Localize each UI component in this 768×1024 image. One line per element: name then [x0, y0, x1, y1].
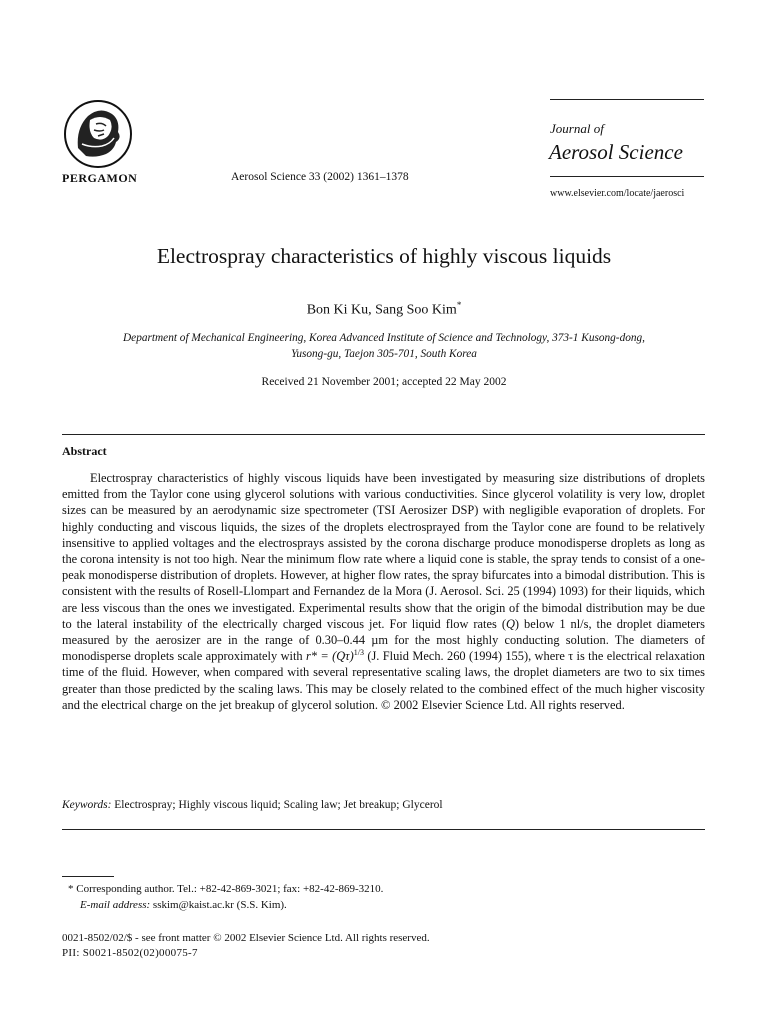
abstract-text-1: Electrospray characteristics of highly viscous liquids have been investigated by measuring size distributions of droplets emitted from the Taylor cone using glycerol solutions with various conductivities. Since glycerol volatility is very low, droplet sizes can be measured by an aerodynamic size spectrometer (TSI Aerosizer DSP) with negligible evaporation of droplets. For highly conducting and viscous liquids, the sizes of the droplets electrosprayed from the Taylor cone are found to be relatively insensitive to applied voltages and the electrosprays assisted by the corona discharge produce monodisperse droplets as long as the corona intensity is not too high. Near the minimum flow rate where a liquid cone is stable, the spray tends to consist of a one-peak monodisperse distribution of droplets. However, at higher flow rates, the spray bifurcates into a bimodal distribution. This is consistent with the results of Rosell-Llompart and Fernandez de la Mora (J. Aerosol. Sci. 25 (1994) 1093) for their liquids, which are less viscous than the ones we investigated. Experimental results show that the origin of the bimodal distribution may be due to the lateral instability of the electrically charged viscous jet. For liquid flow rates ( [62, 471, 705, 631]
journal-citation: Aerosol Science 33 (2002) 1361–1378 [231, 171, 409, 183]
journal-prefix: Journal of [550, 121, 604, 136]
received-dates: Received 21 November 2001; accepted 22 May 2002 [261, 376, 507, 388]
journal-url: www.elsevier.com/locate/jaerosci [550, 188, 685, 199]
scaling-formula-exponent: 1/3 [353, 648, 364, 658]
corresponding-author-footnote: * Corresponding author. Tel.: +82-42-869-3021; fax: +82-42-869-3210. [68, 883, 384, 895]
keywords-list: Electrospray; Highly viscous liquid; Scaling law; Jet breakup; Glycerol [114, 799, 443, 811]
article-title: Electrospray characteristics of highly viscous liquids [156, 244, 612, 268]
author-names: Bon Ki Ku, Sang Soo Kim [306, 302, 457, 318]
pergamon-logo [62, 98, 134, 170]
author-affiliation [60, 330, 708, 362]
copyright-notice: 0021-8502/02/$ - see front matter © 2002 Elsevier Science Ltd. All rights reserved. [62, 932, 430, 944]
journal-bottom-rule [550, 176, 704, 177]
corresponding-author-mark: * [456, 300, 462, 310]
email-address: sskim@kaist.ac.kr (S.S. Kim). [152, 899, 287, 911]
email-footnote [80, 899, 287, 911]
flow-rate-symbol: Q [505, 616, 515, 631]
abstract-text-3: (J. Fluid Mech. 260 (1994) 155), where τ is the electrical relaxation time of the fluid. However, when compared with several representative scaling laws, the droplet diameters are two to six times greater than those predicted by the scaling laws. This may be closely related to the combined effect of the much higher viscosity and the electrical charge on the jet breakup of glycerol solution. © 2002 Elsevier Science Ltd. All rights reserved. [62, 649, 705, 712]
journal-name: Aerosol Science [549, 140, 683, 164]
abstract-bottom-rule [62, 829, 705, 830]
abstract-heading: Abstract [62, 444, 107, 458]
abstract-body [62, 470, 705, 713]
abstract-text-2: ) below 1 nl/s, the droplet diameters measured by the aerosizer are in the range of 0.30–0.44 µm for the most highly conducting solution. The diameters of monodisperse droplets scale approximately with [62, 616, 705, 664]
abstract-top-rule [62, 434, 705, 435]
footnote-rule [62, 876, 114, 877]
scaling-formula: r* = (Qτ) [305, 649, 354, 664]
journal-top-rule [550, 99, 704, 100]
publisher-name: PERGAMON [62, 171, 138, 185]
pii-identifier: PII: S0021-8502(02)00075-7 [62, 947, 198, 959]
keywords [62, 799, 705, 811]
keywords-label: Keywords: [62, 799, 112, 811]
article-authors [0, 300, 768, 319]
affiliation-line-2: Yusong-gu, Taejon 305-701, South Korea [291, 348, 477, 360]
affiliation-line-1: Department of Mechanical Engineering, Korea Advanced Institute of Science and Technology, 373-1 Kusong-dong, [123, 332, 645, 344]
email-label: E-mail address: [80, 899, 151, 911]
